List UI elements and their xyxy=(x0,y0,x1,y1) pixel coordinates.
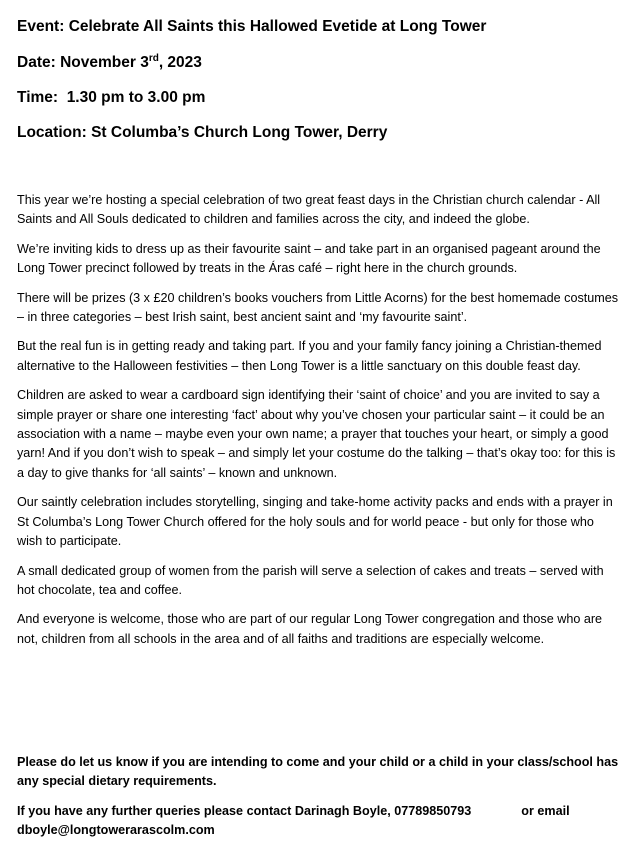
paragraph-prizes: There will be prizes (3 x £20 children’s books vouchers from Little Acorns) for the best homemade costumes – in three categories – best Irish saint, best ancient saint and ‘my favourite saint’. xyxy=(17,290,619,325)
paragraph-welcome: And everyone is welcome, those who are part of our regular Long Tower congregation and those who are not, children from all schools in the area and of all faiths and traditions are especially welcome. xyxy=(17,612,603,646)
date-text: November 3 xyxy=(60,54,149,71)
time-label: Time: xyxy=(17,89,59,106)
paragraph-fun: But the real fun is in getting ready and taking part. If you and your family fancy joining a Christian-themed alternative to the Halloween festivities – then Long Tower is a little sanctuary on this double feast day. xyxy=(17,339,602,373)
contact-line xyxy=(17,802,619,841)
footer-notes xyxy=(17,753,619,851)
location-text: St Columba’s Church Long Tower, Derry xyxy=(91,124,388,141)
body-text xyxy=(17,191,619,659)
date-label: Date: xyxy=(17,54,56,71)
paragraph-treats: A small dedicated group of women from the parish will serve a selection of cakes and treats – served with hot chocolate, tea and coffee. xyxy=(17,563,604,597)
date-ordinal-suffix: rd xyxy=(148,52,159,64)
paragraph-celebration: Our saintly celebration includes storytelling, singing and take-home activity packs and ends with a prayer in St Columba’s Long Tower Church offered for the holy souls and for world peace - but only for those who wish to participate. xyxy=(17,495,613,549)
time-text: 1.30 pm to 3.00 pm xyxy=(66,89,206,106)
event-text: Celebrate All Saints this Hallowed Evetide at Long Tower xyxy=(68,18,487,35)
contact-text: If you have any further queries please contact Darinagh Boyle, 07789850793 xyxy=(17,803,472,818)
location-heading xyxy=(17,123,387,143)
paragraph-intro: This year we’re hosting a special celebration of two great feast days in the Christian church calendar - All Saints and All Souls dedicated to children and families across the city, and indeed the globe. xyxy=(17,193,601,227)
contact-or-email: or email xyxy=(521,803,570,818)
dietary-notice: Please do let us know if you are intending to come and your child or a child in your class/school has any special dietary requirements. xyxy=(17,755,619,789)
event-label: Event: xyxy=(17,18,65,35)
contact-email: dboyle@longtowerarascolm.com xyxy=(17,823,215,838)
event-heading xyxy=(17,17,486,37)
location-label: Location: xyxy=(17,124,87,141)
paragraph-dress-up: We’re inviting kids to dress up as their favourite saint – and take part in an organised pageant around the Long Tower precinct followed by treats in the Áras café – right here in the church grounds. xyxy=(17,241,601,276)
date-year: , 2023 xyxy=(158,54,202,71)
date-heading xyxy=(17,53,202,73)
time-heading xyxy=(17,88,205,108)
paragraph-children-sign: Children are asked to wear a cardboard sign identifying their ‘saint of choice’ and you are invited to say a simple prayer or share one interesting ‘fact’ about why you’ve chosen your particular saint – it could be an association with a name – maybe even your own name; a prayer that touches your heart, or simply a good yarn! And if you don’t wish to speak – and simply let your costume do the talking – that’s okay too: for this is a day to give thanks for ‘all saints’ – known and unknown. xyxy=(17,388,616,480)
